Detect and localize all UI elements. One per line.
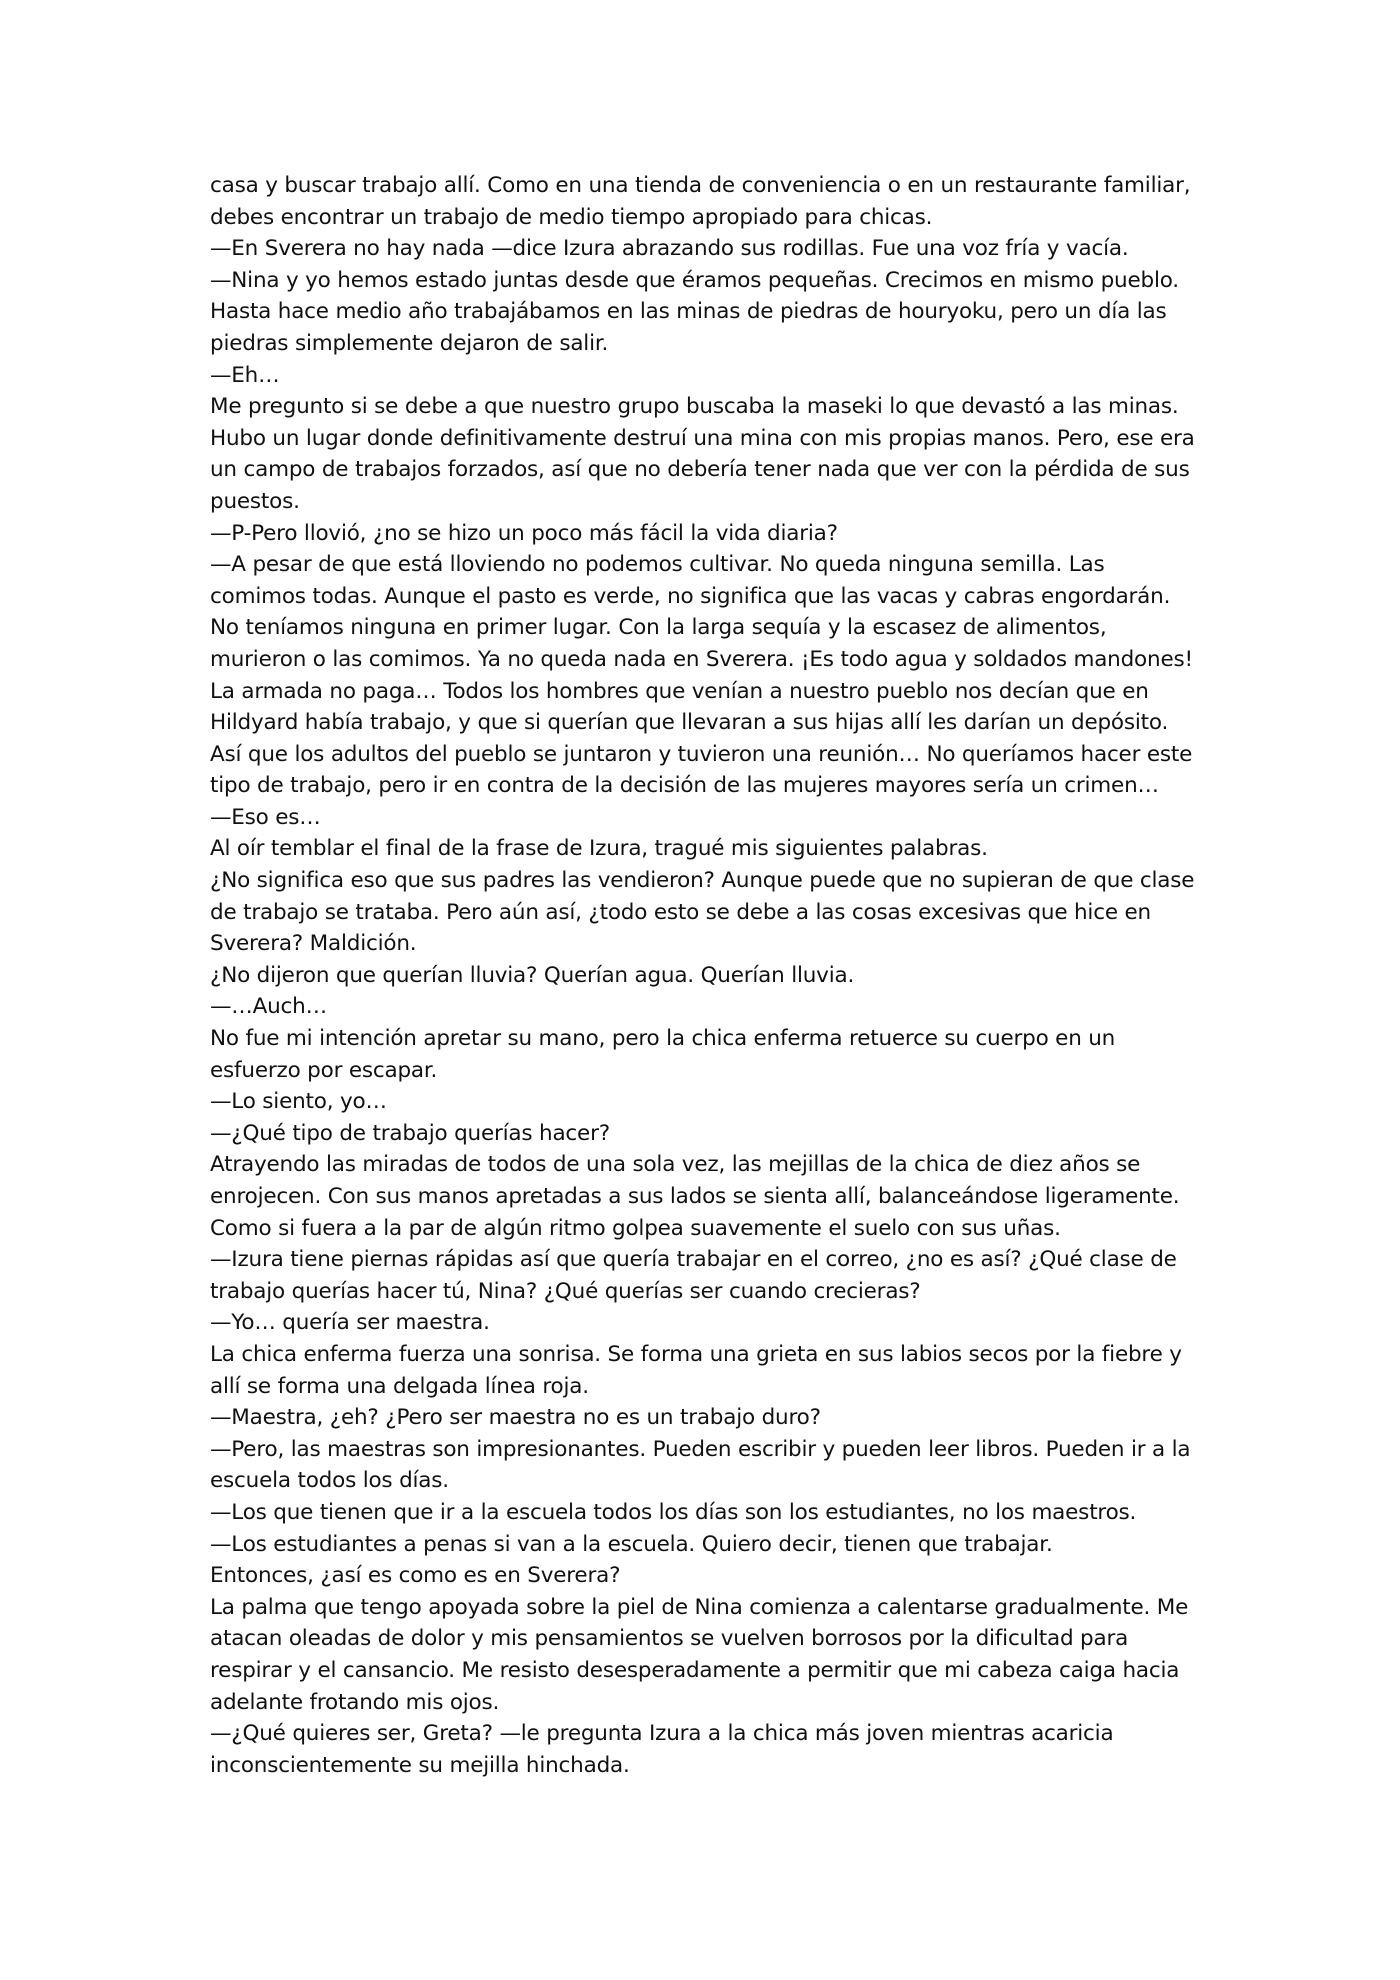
- paragraph: —Los estudiantes a penas si van a la escuela. Quiero decir, tienen que trabajar.: [210, 1531, 1053, 1557]
- paragraph: No fue mi intención apretar su mano, pero la chica enferma retuerce su cuerpo en un esfuerzo por escapar.: [210, 1026, 1116, 1083]
- paragraph: La chica enferma fuerza una sonrisa. Se forma una grieta en sus labios secos por la fiebre y allí se forma una delgada línea roja.: [210, 1341, 1182, 1399]
- paragraph: —P-Pero llovió, ¿no se hizo un poco más fácil la vida diaria?: [210, 520, 838, 546]
- paragraph: ¿No dijeron que querían lluvia? Querían agua. Querían lluvia.: [210, 962, 855, 988]
- paragraph: —A pesar de que está lloviendo no podemos cultivar. No queda ninguna semilla. Las comimos todas. Aunque el pasto es verde, no significa que las vacas y cabras engordarán. No teníamos ninguna en primer lugar. Con la larga sequía y la escasez de alimentos, murieron o las comimos. Ya no queda nada en Sverera. ¡Es todo agua y soldados mandones! La armada no paga… Todos los hombres que venían a nuestro pueblo nos decían que en Hildyard había trabajo, y que si querían que llevaran a sus hijas allí les darían un depósito. Así que los adultos del pueblo se juntaron y tuvieron una reunión… No queríamos hacer este tipo de trabajo, pero ir en contra de la decisión de las mujeres mayores sería un crimen…: [210, 552, 1193, 799]
- paragraph: —Yo… quería ser maestra.: [210, 1310, 490, 1336]
- paragraph: —…Auch…: [210, 994, 327, 1020]
- paragraph: Al oír temblar el final de la frase de Izura, tragué mis siguientes palabras.: [210, 836, 988, 862]
- paragraph: —Lo siento, yo…: [210, 1089, 387, 1115]
- paragraph: —Nina y yo hemos estado juntas desde que éramos pequeñas. Crecimos en mismo pueblo. Hasta hace medio año trabajábamos en las minas de piedras de houryoku, pero un día las piedras simplemente dejaron de salir.: [210, 267, 1179, 356]
- paragraph: —Maestra, ¿eh? ¿Pero ser maestra no es un trabajo duro?: [210, 1405, 821, 1431]
- paragraph: —Pero, las maestras son impresionantes. Pueden escribir y pueden leer libros. Pueden ir a la escuela todos los días.: [210, 1436, 1191, 1494]
- paragraph: —Izura tiene piernas rápidas así que quería trabajar en el correo, ¿no es así? ¿Qué clase de trabajo querías hacer tú, Nina? ¿Qué querías ser cuando crecieras?: [210, 1247, 1177, 1304]
- paragraph: La palma que tengo apoyada sobre la piel de Nina comienza a calentarse gradualmente. Me atacan oleadas de dolor y mis pensamientos se vuelven borrosos por la dificultad para respirar y el cansancio. Me resisto desesperadamente a permitir que mi cabeza caiga hacia adelante frotando mis ojos.: [210, 1594, 1189, 1715]
- paragraph: —Eso es…: [210, 804, 321, 830]
- paragraph: —Eh…: [210, 362, 280, 388]
- paragraph: —¿Qué quieres ser, Greta? —le pregunta Izura a la chica más joven mientras acaricia inconscientemente su mejilla hinchada.: [210, 1721, 1114, 1778]
- paragraph: —Los que tienen que ir a la escuela todos los días son los estudiantes, no los maestros.: [210, 1499, 1137, 1525]
- paragraph: Entonces, ¿así es como es en Sverera?: [210, 1563, 621, 1589]
- paragraph: Atrayendo las miradas de todos de una sola vez, las mejillas de la chica de diez años se enrojecen. Con sus manos apretadas a sus lados se sienta allí, balanceándose ligeramente. Como si fuera a la par de algún ritmo golpea suavemente el suelo con sus uñas.: [210, 1152, 1180, 1241]
- paragraph: —En Sverera no hay nada —dice Izura abrazando sus rodillas. Fue una voz fría y vacía.: [210, 236, 1129, 262]
- paragraph: ¿No significa eso que sus padres las vendieron? Aunque puede que no supieran de que clase de trabajo se trataba. Pero aún así, ¿todo esto se debe a las cosas excesivas que hice en Sverera? Maldición.: [210, 868, 1195, 957]
- paragraph: Me pregunto si se debe a que nuestro grupo buscaba la maseki lo que devastó a las minas. Hubo un lugar donde definitivamente destruí una mina con mis propias manos. Pero, ese era un campo de trabajos forzados, así que no debería tener nada que ver con la pérdida de sus puestos.: [210, 394, 1195, 514]
- paragraph: —¿Qué tipo de trabajo querías hacer?: [210, 1120, 610, 1146]
- paragraph: casa y buscar trabajo allí. Como en una tienda de conveniencia o en un restaurante familiar, debes encontrar un trabajo de medio tiempo apropiado para chicas.: [210, 173, 1191, 230]
- body-text: [210, 170, 1195, 1781]
